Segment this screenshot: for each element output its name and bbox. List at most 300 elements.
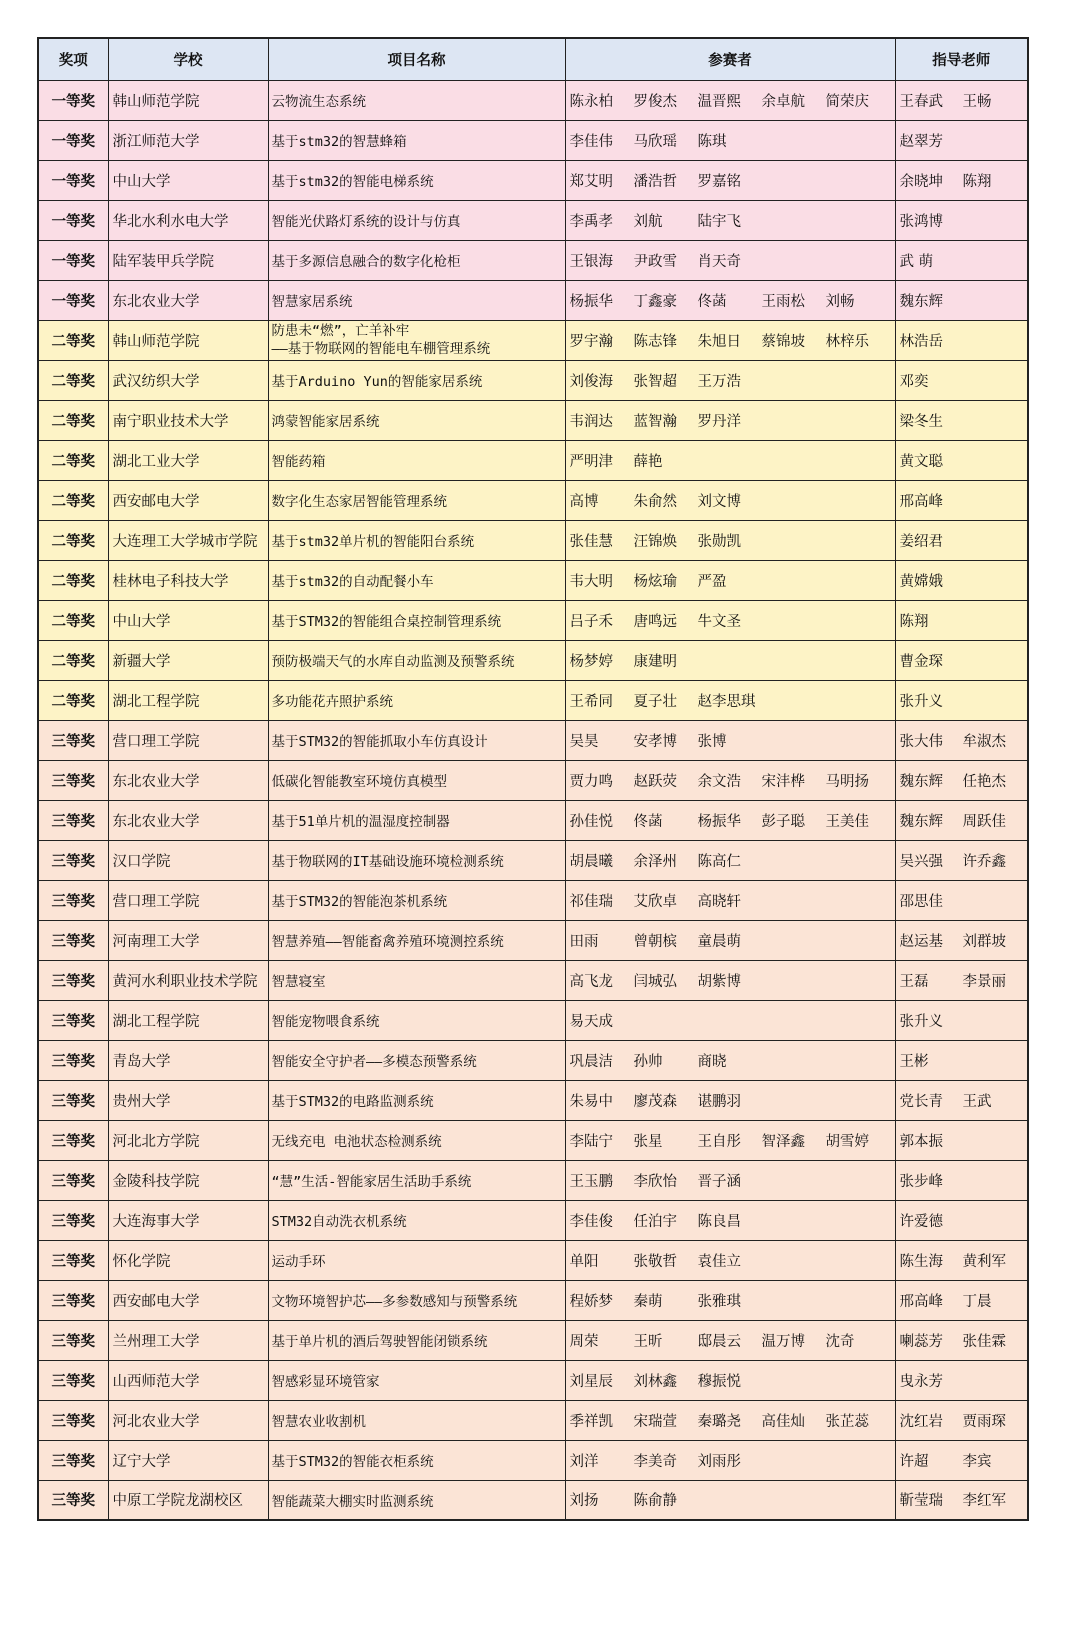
award-cell: 二等奖	[38, 400, 108, 440]
table-row	[38, 520, 1028, 560]
project-cell: 运动手环	[268, 1240, 565, 1280]
advisor-name: 陈翔	[899, 613, 929, 630]
participants-cell	[565, 1320, 895, 1360]
project-cell: 多功能花卉照护系统	[268, 680, 565, 720]
participants-cell	[565, 680, 895, 720]
advisor-name: 曹金琛	[899, 653, 943, 670]
participant-name: 简荣庆	[825, 93, 869, 110]
participant-name: 蓝智瀚	[633, 413, 677, 430]
table-row	[38, 240, 1028, 280]
participant-name: 刘林鑫	[633, 1373, 677, 1390]
school-cell: 大连理工大学城市学院	[108, 520, 268, 560]
participants-cell	[565, 560, 895, 600]
award-cell: 一等奖	[38, 80, 108, 120]
advisor-name: 王彬	[899, 1053, 929, 1070]
participant-name: 宋沣桦	[761, 773, 805, 790]
participant-name: 张智超	[633, 373, 677, 390]
award-cell: 一等奖	[38, 160, 108, 200]
award-cell: 三等奖	[38, 1400, 108, 1440]
participant-name: 潘浩哲	[633, 173, 677, 190]
participant-name: 王银海	[569, 253, 613, 270]
project-cell: 无线充电 电池状态检测系统	[268, 1120, 565, 1160]
advisor-name: 赵运基	[899, 933, 943, 950]
school-cell: 武汉纺织大学	[108, 360, 268, 400]
participant-name: 王玉鹏	[569, 1173, 613, 1190]
project-cell: 基于STM32的电路监测系统	[268, 1080, 565, 1120]
project-cell: 文物环境智护芯——多参数感知与预警系统	[268, 1280, 565, 1320]
participant-name: 胡晨曦	[569, 853, 613, 870]
participant-name: 张佳慧	[569, 533, 613, 550]
table-row	[38, 1400, 1028, 1440]
school-cell: 黄河水利职业技术学院	[108, 960, 268, 1000]
project-cell: 智能蔬菜大棚实时监测系统	[268, 1480, 565, 1520]
school-cell: 河南理工大学	[108, 920, 268, 960]
advisor-name: 牟淑杰	[962, 733, 1006, 750]
advisors-cell	[895, 1200, 1028, 1240]
table-row	[38, 1440, 1028, 1480]
award-cell: 二等奖	[38, 640, 108, 680]
school-cell: 营口理工学院	[108, 720, 268, 760]
project-cell: 鸿蒙智能家居系统	[268, 400, 565, 440]
participants-cell	[565, 840, 895, 880]
advisors-cell	[895, 1440, 1028, 1480]
advisor-name: 陈翔	[962, 173, 992, 190]
participant-name: 杨梦婷	[569, 653, 613, 670]
project-cell: 低碳化智能教室环境仿真模型	[268, 760, 565, 800]
award-cell: 二等奖	[38, 440, 108, 480]
participants-cell	[565, 120, 895, 160]
table-row	[38, 1040, 1028, 1080]
participant-name: 吕子禾	[569, 613, 613, 630]
participant-name: 巩晨洁	[569, 1053, 613, 1070]
table-row	[38, 560, 1028, 600]
award-cell: 三等奖	[38, 880, 108, 920]
participant-name: 陆宇飞	[697, 213, 741, 230]
participant-name: 朱易中	[569, 1093, 613, 1110]
participant-name: 秦萌	[633, 1293, 663, 1310]
participant-name: 夏子壮	[633, 693, 677, 710]
advisor-name: 吴兴强	[899, 853, 943, 870]
participant-name: 刘雨彤	[697, 1453, 741, 1470]
advisors-cell	[895, 840, 1028, 880]
participant-name: 康建明	[633, 653, 677, 670]
participants-cell	[565, 600, 895, 640]
advisors-cell	[895, 1320, 1028, 1360]
award-cell: 三等奖	[38, 800, 108, 840]
participant-name: 贾力鸣	[569, 773, 613, 790]
advisor-name: 丁晨	[962, 1293, 992, 1310]
participants-cell	[565, 920, 895, 960]
advisors-cell	[895, 280, 1028, 320]
participant-name: 罗嘉铭	[697, 173, 741, 190]
participant-name: 李陆宁	[569, 1133, 613, 1150]
advisor-name: 张升义	[899, 693, 943, 710]
advisor-name: 魏东辉	[899, 773, 943, 790]
table-row	[38, 1160, 1028, 1200]
participant-name: 马欣瑶	[633, 133, 677, 150]
advisor-name: 林浩岳	[899, 333, 943, 350]
participant-name: 季祥凯	[569, 1413, 613, 1430]
participant-name: 任泊宇	[633, 1213, 677, 1230]
participants-cell	[565, 520, 895, 560]
participant-name: 韦大明	[569, 573, 613, 590]
table-row	[38, 1080, 1028, 1120]
school-cell: 营口理工学院	[108, 880, 268, 920]
participants-cell	[565, 200, 895, 240]
advisors-cell	[895, 560, 1028, 600]
participants-cell	[565, 960, 895, 1000]
advisor-name: 周跃佳	[962, 813, 1006, 830]
project-cell: 智能药箱	[268, 440, 565, 480]
advisors-cell	[895, 1280, 1028, 1320]
project-cell: 预防极端天气的水库自动监测及预警系统	[268, 640, 565, 680]
participant-name: 余泽州	[633, 853, 677, 870]
table-row	[38, 280, 1028, 320]
advisor-name: 邓奕	[899, 373, 929, 390]
participant-name: 温晋熙	[697, 93, 741, 110]
school-cell: 湖北工程学院	[108, 680, 268, 720]
participant-name: 陈俞静	[633, 1493, 677, 1510]
school-cell: 桂林电子科技大学	[108, 560, 268, 600]
participants-cell	[565, 1040, 895, 1080]
advisors-cell	[895, 480, 1028, 520]
award-cell: 三等奖	[38, 1120, 108, 1160]
advisor-name: 黄文聪	[899, 453, 943, 470]
advisors-cell	[895, 80, 1028, 120]
advisor-name: 邢高峰	[899, 493, 943, 510]
award-cell: 二等奖	[38, 600, 108, 640]
school-cell: 怀化学院	[108, 1240, 268, 1280]
table-row	[38, 440, 1028, 480]
project-cell: “慧”生活-智能家居生活助手系统	[268, 1160, 565, 1200]
participant-name: 朱俞然	[633, 493, 677, 510]
advisor-name: 王磊	[899, 973, 929, 990]
award-cell: 二等奖	[38, 320, 108, 360]
participant-name: 陈永柏	[569, 93, 613, 110]
participants-cell	[565, 480, 895, 520]
header-advisors: 指导老师	[895, 38, 1028, 80]
project-cell: 智慧寝室	[268, 960, 565, 1000]
project-cell: 基于物联网的IT基础设施环境检测系统	[268, 840, 565, 880]
advisors-cell	[895, 920, 1028, 960]
school-cell: 韩山师范学院	[108, 320, 268, 360]
participants-cell	[565, 80, 895, 120]
project-cell: 基于Arduino Yun的智能家居系统	[268, 360, 565, 400]
participant-name: 罗丹洋	[697, 413, 741, 430]
school-cell: 兰州理工大学	[108, 1320, 268, 1360]
advisor-name: 贾雨琛	[962, 1413, 1006, 1430]
advisors-cell	[895, 600, 1028, 640]
participant-name: 张雅琪	[697, 1293, 741, 1310]
advisor-name: 李宾	[962, 1453, 992, 1470]
project-cell: STM32自动洗衣机系统	[268, 1200, 565, 1240]
award-cell: 一等奖	[38, 240, 108, 280]
advisors-cell	[895, 520, 1028, 560]
project-cell: 数字化生态家居智能管理系统	[268, 480, 565, 520]
participants-cell	[565, 320, 895, 360]
table-row	[38, 760, 1028, 800]
advisor-name: 许乔鑫	[962, 853, 1006, 870]
project-cell: 基于单片机的酒后驾驶智能闭锁系统	[268, 1320, 565, 1360]
participant-name: 邸晨云	[697, 1333, 741, 1350]
project-cell: 基于STM32的智能衣柜系统	[268, 1440, 565, 1480]
advisors-cell	[895, 1480, 1028, 1520]
advisor-name: 喇蕊芳	[899, 1333, 943, 1350]
school-cell: 湖北工业大学	[108, 440, 268, 480]
participant-name: 陈琪	[697, 133, 727, 150]
advisor-name: 王春武	[899, 93, 943, 110]
participant-name: 赵李思琪	[697, 693, 756, 710]
header-project: 项目名称	[268, 38, 565, 80]
table-row	[38, 640, 1028, 680]
participants-cell	[565, 640, 895, 680]
advisor-name: 王畅	[962, 93, 992, 110]
participant-name: 曾朝槟	[633, 933, 677, 950]
advisor-name: 张鸿博	[899, 213, 943, 230]
participant-name: 谌鹏羽	[697, 1093, 741, 1110]
advisor-name: 党长青	[899, 1093, 943, 1110]
participant-name: 蔡锦坡	[761, 333, 805, 350]
advisor-name: 沈红岩	[899, 1413, 943, 1430]
award-cell: 三等奖	[38, 920, 108, 960]
participants-cell	[565, 400, 895, 440]
project-cell: 基于STM32的智能组合桌控制管理系统	[268, 600, 565, 640]
participant-name: 丁鑫豪	[633, 293, 677, 310]
participant-name: 胡雪婷	[825, 1133, 869, 1150]
school-cell: 浙江师范大学	[108, 120, 268, 160]
advisor-name: 陈生海	[899, 1253, 943, 1270]
participant-name: 王美佳	[825, 813, 869, 830]
project-cell: 智慧养殖——智能畜禽养殖环境测控系统	[268, 920, 565, 960]
participant-name: 王雨松	[761, 293, 805, 310]
participant-name: 闫城弘	[633, 973, 677, 990]
table-row	[38, 1000, 1028, 1040]
advisor-name: 任艳杰	[962, 773, 1006, 790]
participant-name: 杨振华	[697, 813, 741, 830]
advisor-name: 郭本振	[899, 1133, 943, 1150]
advisor-name: 王武	[962, 1093, 992, 1110]
participant-name: 杨炫瑜	[633, 573, 677, 590]
advisor-name: 张步峰	[899, 1173, 943, 1190]
table-row	[38, 1360, 1028, 1400]
participant-name: 程娇梦	[569, 1293, 613, 1310]
school-cell: 中原工学院龙湖校区	[108, 1480, 268, 1520]
participants-cell	[565, 280, 895, 320]
advisor-name: 梁冬生	[899, 413, 943, 430]
award-cell: 二等奖	[38, 560, 108, 600]
participant-name: 易天成	[569, 1013, 613, 1030]
project-cell: 基于STM32的智能抓取小车仿真设计	[268, 720, 565, 760]
participant-name: 罗宇瀚	[569, 333, 613, 350]
awards-table	[37, 37, 1029, 1521]
advisor-name: 曳永芳	[899, 1373, 943, 1390]
advisor-name: 黄利军	[962, 1253, 1006, 1270]
participant-name: 袁佳立	[697, 1253, 741, 1270]
advisors-cell	[895, 760, 1028, 800]
participant-name: 唐鸣远	[633, 613, 677, 630]
project-cell: 智慧农业收割机	[268, 1400, 565, 1440]
advisors-cell	[895, 1000, 1028, 1040]
table-row	[38, 1480, 1028, 1520]
advisor-name: 刘群坡	[962, 933, 1006, 950]
table-row	[38, 800, 1028, 840]
school-cell: 西安邮电大学	[108, 480, 268, 520]
participants-cell	[565, 800, 895, 840]
school-cell: 辽宁大学	[108, 1440, 268, 1480]
award-cell: 二等奖	[38, 520, 108, 560]
advisors-cell	[895, 1040, 1028, 1080]
participant-name: 孙佳悦	[569, 813, 613, 830]
table-row	[38, 720, 1028, 760]
advisor-name: 黄嫦娥	[899, 573, 943, 590]
participant-name: 童晨萌	[697, 933, 741, 950]
award-cell: 三等奖	[38, 1240, 108, 1280]
participant-name: 陈志锋	[633, 333, 677, 350]
advisors-cell	[895, 160, 1028, 200]
award-cell: 二等奖	[38, 480, 108, 520]
advisors-cell	[895, 1360, 1028, 1400]
participants-cell	[565, 1480, 895, 1520]
participant-name: 周荣	[569, 1333, 599, 1350]
participant-name: 安孝博	[633, 733, 677, 750]
award-cell: 三等奖	[38, 1280, 108, 1320]
participant-name: 高博	[569, 493, 599, 510]
participants-cell	[565, 1240, 895, 1280]
award-cell: 一等奖	[38, 280, 108, 320]
participants-cell	[565, 720, 895, 760]
table-row	[38, 840, 1028, 880]
participant-name: 赵跃荧	[633, 773, 677, 790]
participant-name: 李佳俊	[569, 1213, 613, 1230]
participant-name: 刘畅	[825, 293, 855, 310]
table-row	[38, 200, 1028, 240]
participants-cell	[565, 440, 895, 480]
project-cell: 基于多源信息融合的数字化枪柜	[268, 240, 565, 280]
table-row	[38, 600, 1028, 640]
school-cell: 汉口学院	[108, 840, 268, 880]
advisors-cell	[895, 400, 1028, 440]
project-cell: 防患未“燃”，亡羊补牢 ——基于物联网的智能电车棚管理系统	[268, 320, 565, 360]
participant-name: 高佳灿	[761, 1413, 805, 1430]
participants-cell	[565, 1160, 895, 1200]
participant-name: 王万浩	[697, 373, 741, 390]
award-cell: 一等奖	[38, 200, 108, 240]
participant-name: 郑艾明	[569, 173, 613, 190]
award-cell: 三等奖	[38, 1160, 108, 1200]
advisors-cell	[895, 1400, 1028, 1440]
table-row	[38, 1200, 1028, 1240]
table-row	[38, 480, 1028, 520]
advisors-cell	[895, 240, 1028, 280]
participant-name: 商晓	[697, 1053, 727, 1070]
school-cell: 金陵科技学院	[108, 1160, 268, 1200]
participant-name: 李禹孝	[569, 213, 613, 230]
table-row	[38, 920, 1028, 960]
participant-name: 肖天奇	[697, 253, 741, 270]
advisor-name: 张升义	[899, 1013, 943, 1030]
participant-name: 张星	[633, 1133, 663, 1150]
advisor-name: 魏东辉	[899, 293, 943, 310]
advisor-name: 魏东辉	[899, 813, 943, 830]
participants-cell	[565, 1080, 895, 1120]
participants-cell	[565, 1000, 895, 1040]
award-cell: 三等奖	[38, 1360, 108, 1400]
advisors-cell	[895, 720, 1028, 760]
participant-name: 刘航	[633, 213, 663, 230]
advisor-name: 余晓坤	[899, 173, 943, 190]
school-cell: 华北水利水电大学	[108, 200, 268, 240]
school-cell: 湖北工程学院	[108, 1000, 268, 1040]
school-cell: 河北农业大学	[108, 1400, 268, 1440]
participant-name: 余卓航	[761, 93, 805, 110]
project-cell: 智能安全守护者——多模态预警系统	[268, 1040, 565, 1080]
participant-name: 马明扬	[825, 773, 869, 790]
advisors-cell	[895, 1160, 1028, 1200]
table-row	[38, 160, 1028, 200]
school-cell: 贵州大学	[108, 1080, 268, 1120]
participant-name: 牛文圣	[697, 613, 741, 630]
participants-cell	[565, 880, 895, 920]
participant-name: 单阳	[569, 1253, 599, 1270]
award-cell: 三等奖	[38, 1440, 108, 1480]
participant-name: 李美奇	[633, 1453, 677, 1470]
advisor-name: 邵思佳	[899, 893, 943, 910]
participant-name: 汪锦焕	[633, 533, 677, 550]
participants-cell	[565, 1280, 895, 1320]
participant-name: 彭子聪	[761, 813, 805, 830]
participant-name: 尹政雪	[633, 253, 677, 270]
school-cell: 中山大学	[108, 160, 268, 200]
advisor-name: 李红军	[962, 1493, 1006, 1510]
table-row	[38, 400, 1028, 440]
advisors-cell	[895, 440, 1028, 480]
participant-name: 高晓轩	[697, 893, 741, 910]
participant-name: 林梓乐	[825, 333, 869, 350]
school-cell: 青岛大学	[108, 1040, 268, 1080]
school-cell: 河北北方学院	[108, 1120, 268, 1160]
participant-name: 智泽鑫	[761, 1133, 805, 1150]
participant-name: 温万博	[761, 1333, 805, 1350]
participant-name: 李欣怡	[633, 1173, 677, 1190]
participants-cell	[565, 1360, 895, 1400]
project-cell: 智能宠物喂食系统	[268, 1000, 565, 1040]
participant-name: 张敬哲	[633, 1253, 677, 1270]
participant-name: 王自彤	[697, 1133, 741, 1150]
header-award: 奖项	[38, 38, 108, 80]
school-cell: 大连海事大学	[108, 1200, 268, 1240]
advisors-cell	[895, 320, 1028, 360]
project-cell: 基于51单片机的温湿度控制器	[268, 800, 565, 840]
project-cell: 基于stm32的智能电梯系统	[268, 160, 565, 200]
participants-cell	[565, 240, 895, 280]
participant-name: 张博	[697, 733, 727, 750]
school-cell: 陆军装甲兵学院	[108, 240, 268, 280]
participant-name: 李佳伟	[569, 133, 613, 150]
participant-name: 张勋凯	[697, 533, 741, 550]
project-cell: 智能光伏路灯系统的设计与仿真	[268, 200, 565, 240]
project-cell: 基于stm32的自动配餐小车	[268, 560, 565, 600]
table-row	[38, 320, 1028, 360]
award-cell: 三等奖	[38, 1200, 108, 1240]
table-row	[38, 1280, 1028, 1320]
advisors-cell	[895, 880, 1028, 920]
participant-name: 严明津	[569, 453, 613, 470]
advisor-name: 姜绍君	[899, 533, 943, 550]
participant-name: 高飞龙	[569, 973, 613, 990]
advisors-cell	[895, 360, 1028, 400]
award-cell: 三等奖	[38, 960, 108, 1000]
award-cell: 二等奖	[38, 360, 108, 400]
